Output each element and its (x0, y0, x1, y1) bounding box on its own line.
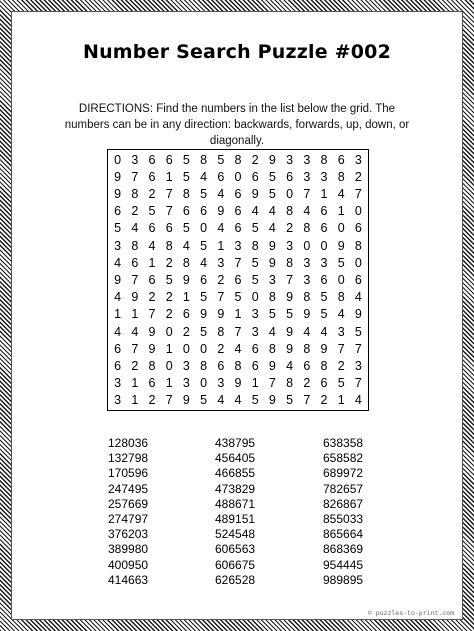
grid-cell[interactable]: 6 (148, 152, 156, 167)
grid-cell[interactable]: 0 (303, 238, 311, 253)
word-list-item: 782657 (323, 481, 364, 496)
grid-cell[interactable]: 6 (165, 152, 173, 167)
grid-cell[interactable]: 9 (182, 393, 190, 408)
grid-cell[interactable]: 7 (303, 393, 311, 408)
grid-cell[interactable]: 8 (268, 341, 276, 356)
grid-cell[interactable]: 0 (234, 169, 242, 184)
grid-cell[interactable]: 4 (131, 324, 139, 339)
grid-cell[interactable]: 5 (200, 186, 208, 201)
grid-cell[interactable]: 6 (217, 169, 225, 184)
word-list-item: 400950 (108, 557, 149, 572)
grid-cell[interactable]: 4 (114, 255, 122, 270)
grid-cell[interactable]: 6 (165, 221, 173, 236)
grid-cell[interactable]: 4 (217, 393, 225, 408)
grid-cell[interactable]: 5 (268, 307, 276, 322)
grid-cell[interactable]: 0 (182, 341, 190, 356)
word-list-item: 626528 (215, 572, 256, 587)
word-list (0, 436, 474, 586)
grid-cell[interactable]: 6 (148, 272, 156, 287)
grid-cell[interactable]: 7 (131, 169, 139, 184)
word-list-item: 689972 (323, 466, 364, 481)
word-list-item: 247495 (108, 481, 149, 496)
grid-cell[interactable]: 8 (182, 255, 190, 270)
grid-cell[interactable]: 2 (303, 376, 311, 391)
grid-cell[interactable]: 6 (182, 204, 190, 219)
grid-cell[interactable]: 6 (354, 221, 362, 236)
grid-cell[interactable]: 9 (114, 272, 122, 287)
grid-cell[interactable]: 2 (251, 152, 259, 167)
grid-cell[interactable]: 2 (148, 393, 156, 408)
grid-cell[interactable]: 4 (234, 341, 242, 356)
grid-cell[interactable]: 1 (165, 341, 173, 356)
word-list-item: 638358 (323, 436, 364, 450)
grid-cell[interactable]: 0 (200, 376, 208, 391)
grid-cell[interactable]: 1 (165, 376, 173, 391)
grid-cell[interactable]: 4 (337, 186, 345, 201)
grid-cell[interactable]: 8 (234, 358, 242, 373)
grid-cell[interactable]: 6 (114, 358, 122, 373)
word-list-item: 274797 (108, 512, 149, 527)
grid-cell[interactable]: 5 (200, 238, 208, 253)
grid-cell[interactable]: 3 (114, 238, 122, 253)
grid-cell[interactable]: 7 (165, 186, 173, 201)
grid-cell[interactable]: 6 (303, 358, 311, 373)
grid-cell[interactable]: 2 (182, 324, 190, 339)
grid-cell[interactable]: 7 (148, 307, 156, 322)
grid-cell[interactable]: 4 (200, 169, 208, 184)
grid-cell[interactable]: 0 (337, 272, 345, 287)
grid-cell[interactable]: 5 (268, 186, 276, 201)
grid-cell[interactable]: 6 (114, 341, 122, 356)
grid-cell[interactable]: 4 (320, 324, 328, 339)
grid-cell[interactable]: 1 (131, 376, 139, 391)
grid-cell[interactable]: 0 (200, 221, 208, 236)
grid-cell[interactable]: 5 (182, 152, 190, 167)
grid-cell[interactable]: 2 (217, 272, 225, 287)
grid-cell[interactable]: 9 (234, 376, 242, 391)
grid-cell[interactable]: 4 (148, 238, 156, 253)
word-list-item: 606675 (215, 557, 256, 572)
grid-cell[interactable]: 4 (337, 307, 345, 322)
grid-cell[interactable]: 2 (165, 307, 173, 322)
grid-cell[interactable]: 6 (182, 307, 190, 322)
word-list-item: 376203 (108, 527, 149, 542)
grid-cell[interactable]: 0 (337, 221, 345, 236)
grid-cell[interactable]: 9 (268, 393, 276, 408)
grid-cell[interactable]: 6 (251, 358, 259, 373)
grid-cell[interactable]: 4 (303, 204, 311, 219)
grid-cell[interactable]: 8 (217, 324, 225, 339)
grid-cell[interactable]: 5 (286, 307, 294, 322)
grid-cell[interactable]: 8 (320, 152, 328, 167)
grid-cell[interactable]: 8 (303, 221, 311, 236)
grid-cell[interactable]: 1 (148, 255, 156, 270)
word-list-item: 606563 (215, 542, 256, 557)
grid-cell[interactable]: 5 (217, 152, 225, 167)
grid-cell[interactable]: 7 (354, 376, 362, 391)
grid-cell[interactable]: 1 (337, 393, 345, 408)
grid-cell[interactable]: 0 (114, 152, 122, 167)
grid-cell[interactable]: 5 (182, 221, 190, 236)
grid-cell[interactable]: 0 (165, 324, 173, 339)
grid-cell[interactable]: 8 (131, 238, 139, 253)
word-list-item: 989895 (323, 572, 364, 587)
grid-cell[interactable]: 9 (268, 255, 276, 270)
grid-cell[interactable]: 2 (165, 290, 173, 305)
grid-cell[interactable]: 4 (286, 358, 294, 373)
grid-cell[interactable]: 0 (320, 238, 328, 253)
grid-cell[interactable]: 8 (131, 186, 139, 201)
grid-cell[interactable]: 9 (148, 341, 156, 356)
grid-cell[interactable]: 8 (268, 290, 276, 305)
grid-cell[interactable]: 8 (303, 290, 311, 305)
grid-cell[interactable]: 6 (234, 221, 242, 236)
grid-cell[interactable]: 2 (165, 255, 173, 270)
directions-text: DIRECTIONS: Find the numbers in the list below the grid. The numbers can be in any direction: backwards, forwards, up, down, or diagonally. (64, 103, 410, 147)
word-list-item: 389980 (108, 542, 149, 557)
word-list-item: 868369 (323, 542, 364, 557)
grid-cell[interactable]: 9 (303, 307, 311, 322)
grid-cell[interactable]: 1 (234, 307, 242, 322)
grid-cell[interactable]: 3 (251, 324, 259, 339)
grid-cell[interactable]: 9 (268, 238, 276, 253)
grid-cell[interactable]: 0 (354, 255, 362, 270)
grid-cell[interactable]: 5 (320, 290, 328, 305)
grid-cell[interactable]: 8 (286, 255, 294, 270)
grid-cell[interactable]: 9 (148, 324, 156, 339)
grid-cell[interactable]: 5 (234, 290, 242, 305)
grid-cell[interactable]: 6 (114, 204, 122, 219)
grid-cell[interactable]: 6 (234, 186, 242, 201)
grid-cell[interactable]: 4 (303, 324, 311, 339)
grid-cell[interactable]: 2 (337, 358, 345, 373)
grid-cell[interactable]: 1 (251, 376, 259, 391)
grid-cell[interactable]: 5 (251, 255, 259, 270)
grid-cell[interactable]: 4 (131, 221, 139, 236)
grid-cell[interactable]: 7 (354, 341, 362, 356)
grid-cell[interactable]: 2 (354, 169, 362, 184)
grid-cell[interactable]: 9 (217, 307, 225, 322)
word-list-item: 466855 (215, 466, 256, 481)
word-column-1 (108, 436, 148, 588)
grid-cell[interactable]: 2 (131, 204, 139, 219)
grid-cell[interactable]: 0 (165, 358, 173, 373)
grid-cell[interactable]: 8 (286, 204, 294, 219)
grid-cell[interactable]: 1 (114, 307, 122, 322)
grid-cell[interactable]: 9 (268, 358, 276, 373)
grid-cell[interactable]: 7 (131, 341, 139, 356)
word-column-2 (215, 436, 255, 588)
grid-cell[interactable]: 3 (286, 152, 294, 167)
grid-cell[interactable]: 5 (337, 255, 345, 270)
word-list-item: 658582 (323, 451, 364, 466)
grid-cell[interactable]: 5 (251, 272, 259, 287)
grid-cell[interactable]: 6 (148, 169, 156, 184)
grid-cell[interactable]: 7 (337, 341, 345, 356)
grid-cell[interactable]: 0 (251, 290, 259, 305)
grid-cell[interactable]: 0 (286, 186, 294, 201)
grid-cell[interactable]: 6 (286, 169, 294, 184)
grid-cell[interactable]: 4 (182, 238, 190, 253)
grid-cell[interactable]: 3 (217, 255, 225, 270)
word-list-item: 855033 (323, 512, 364, 527)
grid-cell[interactable]: 1 (182, 290, 190, 305)
grid-cell[interactable]: 1 (165, 169, 173, 184)
grid-cell[interactable]: 4 (217, 186, 225, 201)
grid-cell[interactable]: 8 (320, 358, 328, 373)
grid-cell[interactable]: 7 (165, 393, 173, 408)
grid-cell[interactable]: 8 (200, 358, 208, 373)
grid-cell[interactable]: 9 (354, 307, 362, 322)
grid-cell[interactable]: 3 (286, 238, 294, 253)
grid-cell[interactable]: 9 (268, 152, 276, 167)
grid-cell[interactable]: 3 (217, 376, 225, 391)
grid-cell[interactable]: 4 (200, 255, 208, 270)
grid-cell[interactable]: 9 (217, 204, 225, 219)
grid-cell[interactable]: 9 (114, 169, 122, 184)
grid-cell[interactable]: 3 (303, 152, 311, 167)
grid-cell[interactable]: 9 (337, 238, 345, 253)
grid-cell[interactable]: 5 (286, 393, 294, 408)
grid-cell[interactable]: 7 (286, 272, 294, 287)
grid-cell[interactable]: 5 (148, 204, 156, 219)
site-credit: © puzzles-to-print.com (367, 609, 454, 617)
page-title: Number Search Puzzle #002 (82, 41, 392, 63)
grid-cell[interactable]: 9 (251, 186, 259, 201)
grid-cell[interactable]: 1 (131, 393, 139, 408)
grid-cell[interactable]: 3 (268, 272, 276, 287)
grid-cell[interactable]: 1 (131, 307, 139, 322)
grid-cell[interactable]: 6 (354, 272, 362, 287)
grid-cell[interactable]: 8 (234, 152, 242, 167)
word-list-item: 257669 (108, 496, 149, 511)
grid-cell[interactable]: 5 (182, 169, 190, 184)
grid-cell[interactable]: 7 (354, 186, 362, 201)
grid-cell[interactable]: 3 (337, 324, 345, 339)
grid-cell[interactable]: 3 (303, 169, 311, 184)
grid-cell[interactable]: 2 (148, 290, 156, 305)
word-list-item: 954445 (323, 557, 364, 572)
grid-cell[interactable]: 1 (337, 204, 345, 219)
grid-cell[interactable]: 8 (182, 186, 190, 201)
grid-cell[interactable]: 6 (200, 272, 208, 287)
word-list-item: 826867 (323, 496, 364, 511)
grid-cell[interactable]: 4 (251, 204, 259, 219)
grid-cell[interactable]: 9 (131, 290, 139, 305)
grid-cell[interactable]: 9 (182, 272, 190, 287)
grid-cell[interactable]: 5 (165, 272, 173, 287)
grid-cell[interactable]: 3 (354, 152, 362, 167)
grid-cell[interactable]: 0 (200, 341, 208, 356)
grid-cell[interactable]: 6 (320, 376, 328, 391)
word-list-item: 128036 (108, 436, 149, 450)
grid-cell[interactable]: 5 (337, 376, 345, 391)
grid-cell[interactable]: 3 (131, 152, 139, 167)
grid-cell[interactable]: 8 (354, 238, 362, 253)
word-list-item: 489151 (215, 512, 256, 527)
grid-cell[interactable]: 3 (114, 393, 122, 408)
grid-cell[interactable]: 5 (320, 307, 328, 322)
grid-cell[interactable]: 9 (114, 186, 122, 201)
grid-cell[interactable]: 2 (131, 358, 139, 373)
grid-cell[interactable]: 4 (217, 221, 225, 236)
grid-cell[interactable]: 8 (251, 238, 259, 253)
word-list-item: 473829 (215, 481, 256, 496)
grid-cell[interactable]: 4 (234, 393, 242, 408)
number-grid (107, 149, 369, 411)
grid-cell[interactable]: 6 (200, 204, 208, 219)
grid-cell[interactable]: 9 (286, 341, 294, 356)
grid-cell[interactable]: 8 (148, 358, 156, 373)
grid-cell[interactable]: 3 (182, 358, 190, 373)
word-list-item: 132798 (108, 451, 149, 466)
grid-cell[interactable]: 6 (320, 221, 328, 236)
grid-cell[interactable]: 3 (234, 238, 242, 253)
grid-cell[interactable]: 2 (217, 341, 225, 356)
grid-cell[interactable]: 3 (303, 272, 311, 287)
grid-cell[interactable]: 2 (148, 186, 156, 201)
grid-cell[interactable]: 3 (320, 169, 328, 184)
grid-cell[interactable]: 6 (251, 341, 259, 356)
word-list-item: 524548 (215, 527, 256, 542)
grid-cell[interactable]: 3 (354, 358, 362, 373)
grid-cell[interactable]: 5 (200, 393, 208, 408)
grid-cell[interactable]: 8 (337, 290, 345, 305)
grid-cell[interactable]: 5 (114, 221, 122, 236)
grid-cell[interactable]: 9 (286, 324, 294, 339)
grid-cell[interactable]: 7 (234, 324, 242, 339)
grid-cell[interactable]: 8 (303, 341, 311, 356)
word-list-item: 438795 (215, 436, 256, 450)
grid-cell[interactable]: 8 (200, 152, 208, 167)
grid-cell[interactable]: 4 (354, 393, 362, 408)
grid-cell[interactable]: 6 (148, 221, 156, 236)
grid-cell[interactable]: 7 (217, 290, 225, 305)
grid-cell[interactable]: 3 (182, 376, 190, 391)
grid-cell[interactable]: 4 (114, 324, 122, 339)
grid-cell[interactable]: 3 (251, 307, 259, 322)
word-list-item: 414663 (108, 572, 149, 587)
grid-cell[interactable]: 3 (320, 255, 328, 270)
grid-cell[interactable]: 2 (286, 221, 294, 236)
grid-cell[interactable]: 7 (131, 272, 139, 287)
grid-cell[interactable]: 5 (200, 290, 208, 305)
grid-cell[interactable]: 7 (234, 255, 242, 270)
word-list-item: 170596 (108, 466, 149, 481)
grid-cell[interactable]: 6 (320, 272, 328, 287)
grid-cell[interactable]: 8 (165, 238, 173, 253)
grid-cell[interactable]: 6 (337, 152, 345, 167)
grid-cell[interactable]: 5 (200, 324, 208, 339)
grid-cell[interactable]: 9 (200, 307, 208, 322)
grid-cell[interactable]: 6 (234, 204, 242, 219)
grid-cell[interactable]: 6 (131, 255, 139, 270)
grid-cell[interactable]: 8 (337, 169, 345, 184)
grid-cell[interactable]: 2 (320, 393, 328, 408)
word-column-3 (323, 436, 363, 588)
grid-cell[interactable]: 9 (320, 341, 328, 356)
grid-cell[interactable]: 6 (320, 204, 328, 219)
grid-cell[interactable]: 3 (114, 376, 122, 391)
grid-cell[interactable]: 5 (251, 393, 259, 408)
grid-cell[interactable]: 5 (354, 324, 362, 339)
grid-cell[interactable]: 7 (303, 186, 311, 201)
grid-cell[interactable]: 4 (268, 324, 276, 339)
grid-cell[interactable]: 5 (268, 169, 276, 184)
grid-cell[interactable]: 4 (268, 221, 276, 236)
grid-cell[interactable]: 6 (234, 272, 242, 287)
word-list-item: 488671 (215, 496, 256, 511)
grid-cell[interactable]: 6 (251, 169, 259, 184)
grid-cell[interactable]: 4 (354, 290, 362, 305)
grid-cell[interactable]: 4 (114, 290, 122, 305)
word-list-item: 865664 (323, 527, 364, 542)
grid-cell[interactable]: 7 (165, 204, 173, 219)
grid-cell[interactable]: 3 (303, 255, 311, 270)
grid-cell[interactable]: 6 (217, 358, 225, 373)
grid-cell[interactable]: 5 (251, 221, 259, 236)
grid-cell[interactable]: 6 (148, 376, 156, 391)
word-list-item: 456405 (215, 451, 256, 466)
grid-cell[interactable]: 9 (286, 290, 294, 305)
grid-cell[interactable]: 1 (217, 238, 225, 253)
grid-cell[interactable]: 1 (320, 186, 328, 201)
grid-cell[interactable]: 4 (268, 204, 276, 219)
grid-cell[interactable]: 7 (268, 376, 276, 391)
grid-cell[interactable]: 8 (286, 376, 294, 391)
grid-cell[interactable]: 0 (354, 204, 362, 219)
